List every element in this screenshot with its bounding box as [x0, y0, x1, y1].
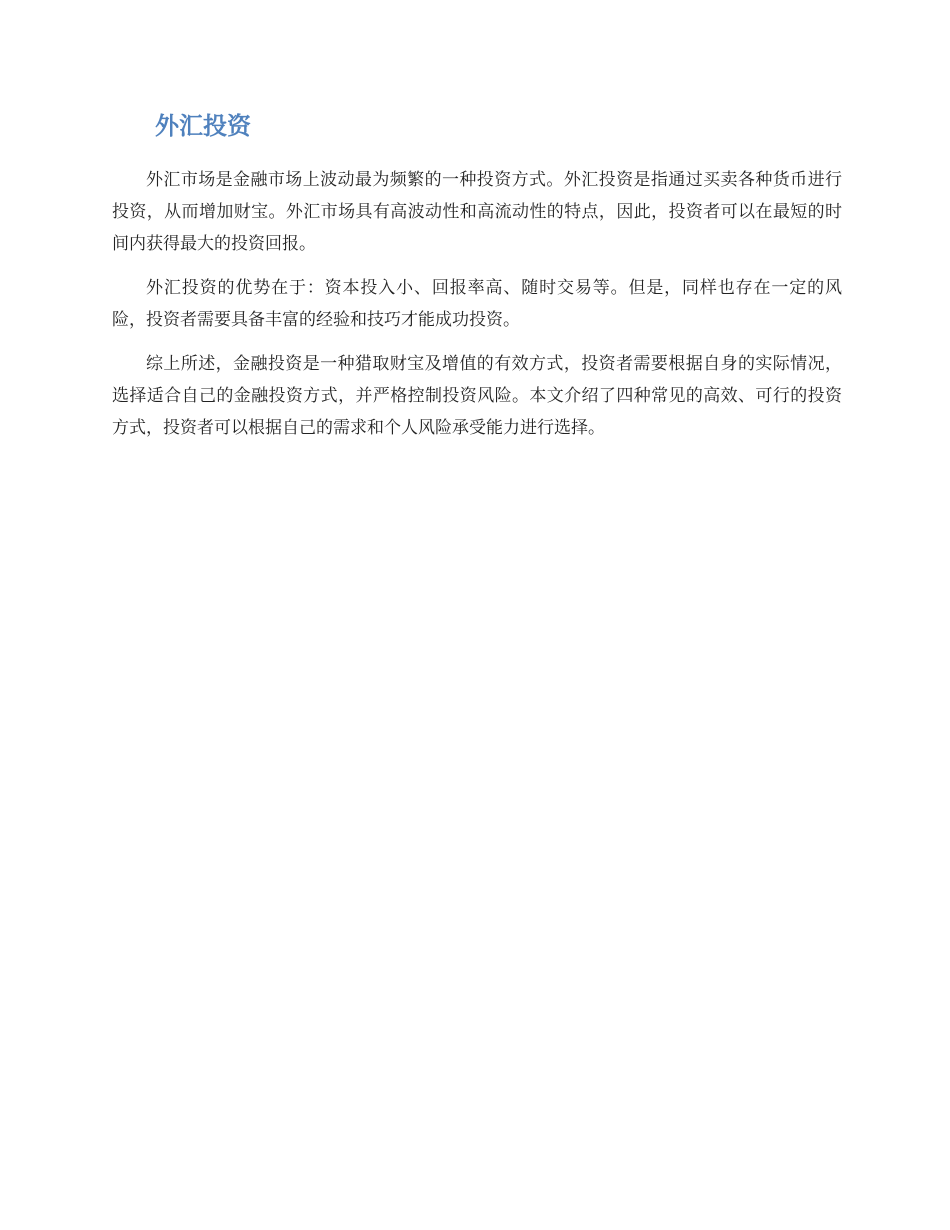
section-heading: 外汇投资: [155, 112, 251, 140]
paragraph-forex-advantages: 外汇投资的优势在于：资本投入小、回报率高、随时交易等。但是，同样也存在一定的风险，投资者需要具备丰富的经验和技巧才能成功投资。: [112, 278, 842, 330]
paragraph-forex-intro: 外汇市场是金融市场上波动最为频繁的一种投资方式。外汇投资是指通过买卖各种货币进行投资，从而增加财宝。外汇市场具有高波动性和高流动性的特点，因此，投资者可以在最短的时间内获得最大的投资回报。: [112, 170, 842, 254]
document-body: [112, 164, 842, 456]
paragraph-conclusion: 综上所述，金融投资是一种猎取财宝及增值的有效方式，投资者需要根据自身的实际情况，选择适合自己的金融投资方式，并严格控制投资风险。本文介绍了四种常见的高效、可行的投资方式，投资者可以根据自己的需求和个人风险承受能力进行选择。: [112, 354, 842, 438]
